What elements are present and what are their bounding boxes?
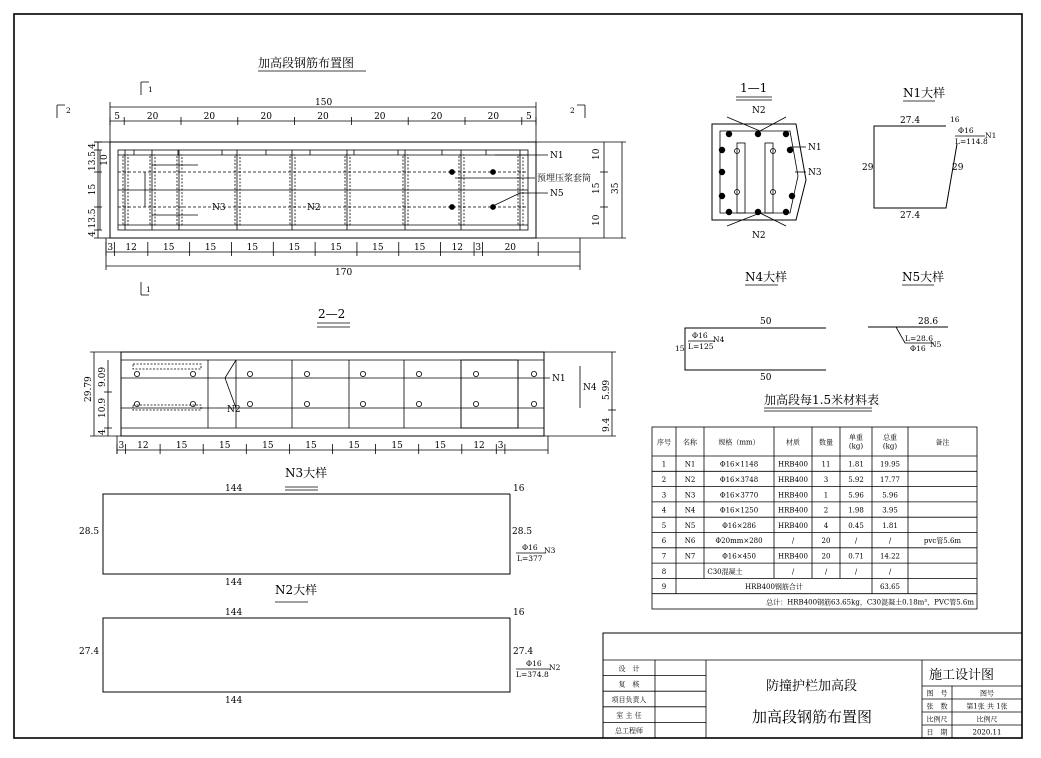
- elev-left-dim-1: 9.09: [98, 366, 108, 387]
- plan-left-dim-5: 4: [88, 143, 98, 149]
- table-cell-r3-c4: HRB400: [778, 491, 808, 500]
- section-mark-bottom: 1: [146, 285, 151, 294]
- tb-role-2: 复 核: [618, 680, 640, 689]
- plan-view: [57, 55, 626, 295]
- elev-right-dim-1: 5.99: [602, 379, 612, 400]
- table-cell-r5-c7: 1.81: [882, 521, 898, 530]
- table-cell-r4-c3: Φ16×1250: [719, 506, 759, 515]
- elev-right-dim-2: 9.4: [602, 417, 612, 432]
- tb-field-value-4: 2020.11: [972, 728, 1002, 737]
- table-header-3: 规格（mm）: [718, 438, 760, 447]
- table-header-1: 序号: [657, 438, 671, 447]
- plan-left-dim-2: 13.5: [88, 208, 98, 229]
- section-2-2-title: 2—2: [318, 307, 346, 321]
- plan-top-dim-8: 20: [487, 112, 500, 122]
- section-mark-left: 2: [66, 106, 71, 115]
- sec11-label-n3: N3: [808, 168, 822, 178]
- plan-right-dim-3: 10: [592, 214, 602, 226]
- table-cell-r2-c4: HRB400: [778, 475, 808, 484]
- n2-left: 27.4: [79, 647, 100, 657]
- table-cell-r4-c5: 2: [823, 506, 829, 515]
- n2-top: 144: [225, 608, 243, 618]
- n3-bottom: 144: [225, 578, 243, 588]
- plan-top-dim-1: 5: [114, 112, 120, 122]
- table-header-5: 数量: [819, 438, 833, 447]
- elev-bottom-dim-8: 15: [391, 441, 403, 451]
- tb-field-value-3: 比例尺: [976, 715, 998, 724]
- section-2-2: [84, 307, 616, 454]
- table-cell-r6-c1: 6: [661, 537, 667, 546]
- n4-bottom: 50: [760, 373, 772, 383]
- elev-bottom-dim-10: 12: [473, 441, 485, 451]
- table-cell-r1-c4: HRB400: [778, 460, 808, 469]
- n4-mark: N4: [713, 335, 725, 344]
- table-cell-r2-c5: 3: [823, 475, 829, 484]
- table-cell-r7-c1: 7: [661, 552, 667, 561]
- n3-mark: N3: [544, 546, 556, 555]
- table-cell-r4-c4: HRB400: [778, 506, 808, 515]
- table-cell-r8-c6: /: [854, 567, 858, 576]
- n2-detail-title: N2大样: [275, 583, 318, 597]
- table-total: 总计：HRB400钢筋63.65kg，C30混凝土0.18m³，PVC管5.6m: [766, 598, 974, 607]
- table-cell-r3-c6: 5.96: [848, 491, 864, 500]
- n5-top: 28.6: [918, 317, 939, 327]
- title-block: [603, 633, 1022, 738]
- table-cell-r7-c7: 14.22: [879, 552, 901, 561]
- plan-bottom-dim-12: 20: [504, 243, 517, 253]
- elev-left-dim-3: 4: [98, 429, 108, 435]
- n5-len: L=28.6: [905, 334, 933, 343]
- table-cell-r2-c7: 17.77: [879, 475, 901, 484]
- plan-label-n2: N2: [307, 203, 321, 213]
- plan-top-dim-6: 20: [374, 112, 386, 122]
- n1-spec: Φ16: [958, 126, 974, 135]
- plan-top-dim-9: 5: [526, 112, 532, 122]
- n2-detail: [79, 582, 561, 706]
- elev-outline: [121, 352, 544, 436]
- table-title: 加高段每1.5米材料表: [764, 393, 880, 407]
- n5-spec: Φ16: [910, 344, 926, 353]
- tb-field-label-2: 张 数: [926, 702, 948, 711]
- elev-left-total: 29.79: [84, 376, 94, 402]
- table-cell-r6-c4: /: [791, 537, 795, 546]
- n2-right: 27.4: [513, 647, 534, 657]
- plan-total-top: 150: [315, 98, 333, 108]
- sec11-label-n2-top: N2: [752, 106, 766, 116]
- n1-bottom: 27.4: [900, 211, 921, 221]
- plan-bottom-dim-1: 3: [107, 243, 114, 253]
- elev-label-n2: N2: [227, 405, 241, 415]
- n2-mark: N2: [549, 663, 561, 672]
- table-cell-r1-c7: 19.95: [879, 460, 901, 469]
- table-cell-r4-c7: 3.95: [882, 506, 898, 515]
- table-header-8: 备注: [935, 438, 950, 447]
- plan-left-dim-4: 13.5: [88, 150, 98, 172]
- plan-left-dim-3: 15: [88, 183, 98, 196]
- table-cell-r1-c5: 11: [821, 460, 831, 469]
- n5-detail: [868, 269, 948, 353]
- sec11-label-n1: N1: [808, 143, 822, 153]
- table-cell-r5-c1: 5: [661, 521, 667, 530]
- table-cell-r4-c6: 1.98: [848, 506, 864, 515]
- tb-drawing: 加高段钢筋布置图: [752, 708, 873, 726]
- table-cell-r5-c3: Φ16×286: [722, 521, 756, 530]
- plan-bottom-dim-3: 15: [163, 243, 175, 253]
- n3-left: 28.5: [79, 527, 100, 537]
- section-1-1: [712, 81, 822, 241]
- table-cell-r1-c3: Φ16×1148: [719, 460, 759, 469]
- n3-len: L=377: [517, 554, 543, 563]
- plan-bottom-dim-11: 3: [475, 243, 482, 253]
- plan-bottom-dim-10: 12: [451, 243, 464, 253]
- elev-bottom-dim-4: 15: [219, 441, 231, 451]
- table-cell-r3-c3: Φ16×3770: [719, 491, 759, 500]
- table-cell-r6-c5: 20: [821, 537, 831, 546]
- n4-len: L=125: [688, 342, 714, 351]
- elev-label-n1: N1: [552, 374, 566, 384]
- table-cell-r8-c4: /: [791, 567, 795, 576]
- table-cell-r6-c7: /: [888, 537, 892, 546]
- section-mark-top: 1: [148, 85, 153, 94]
- material-table: [652, 392, 977, 609]
- table-cell-r7-c4: HRB400: [778, 552, 808, 561]
- plan-top-dim-7: 20: [430, 112, 443, 122]
- table-cell-r2-c6: 5.92: [848, 475, 864, 484]
- table-cell-r2-c1: 2: [661, 475, 667, 484]
- elev-bottom-dim-9: 15: [434, 441, 446, 451]
- tb-role-5: 总工程师: [615, 727, 643, 736]
- table-cell-r1-c2: N1: [684, 460, 696, 469]
- n4-detail: [675, 269, 826, 383]
- plan-top-dim-5: 20: [317, 112, 329, 122]
- table-cell-r7-c6: 0.71: [848, 552, 864, 561]
- table-cell-r1-c6: 1.81: [848, 460, 864, 469]
- table-header-6: 单重(kg): [848, 433, 864, 451]
- tb-field-label-1: 图 号: [926, 689, 948, 698]
- tb-field-value-2: 第1张 共 1张: [966, 702, 1008, 711]
- table-cell-r6-c2: N6: [684, 537, 696, 546]
- tb-project: 防撞护栏加高段: [766, 679, 858, 694]
- plan-bottom-dim-6: 15: [288, 243, 300, 253]
- plan-bottom-dim-8: 15: [372, 243, 384, 253]
- table-cell-r4-c1: 4: [661, 506, 667, 515]
- elev-bottom-dim-3: 15: [175, 441, 188, 451]
- table-header-7: 总重(kg): [882, 433, 898, 451]
- tb-role-1: 设 计: [618, 664, 640, 673]
- table-cell-r7-c3: Φ16×450: [722, 552, 756, 561]
- n4-top: 50: [760, 317, 772, 327]
- tb-field-label-3: 比例尺: [926, 715, 948, 724]
- n2-short: 16: [513, 608, 525, 618]
- tb-role-3: 项目负责人: [611, 696, 647, 704]
- n5-detail-title: N5大样: [902, 270, 945, 284]
- table-cell-r9-c1: 9: [661, 583, 667, 592]
- tb-field-label-4: 日 期: [926, 728, 948, 737]
- table-cell-r5-c5: 4: [823, 521, 829, 530]
- plan-label-n5: N5: [550, 189, 564, 199]
- plan-title: 加高段钢筋布置图: [258, 56, 355, 70]
- table-cell-r8-c5: /: [824, 567, 828, 576]
- n1-mark: N1: [985, 131, 997, 140]
- n1-left: 29: [862, 163, 874, 173]
- n4-side: 15: [675, 344, 685, 353]
- table-header-4: 材质: [786, 438, 800, 447]
- section-mark-right: 2: [570, 106, 575, 115]
- n3-right: 28.5: [512, 527, 533, 537]
- plan-right-dim-2: 15: [592, 182, 602, 194]
- elev-label-n4: N4: [583, 383, 597, 393]
- table-cell-r6-c8: pvc管5.6m: [923, 537, 962, 546]
- n2-bottom: 144: [225, 696, 243, 706]
- sec11-label-n2-bottom: N2: [752, 231, 766, 241]
- table-cell-r6-c6: /: [854, 537, 858, 546]
- table-cell-r3-c1: 3: [661, 491, 667, 500]
- n1-top: 27.4: [900, 116, 921, 126]
- table-cell-r1-c1: 1: [661, 460, 667, 469]
- table-cell-r5-c4: HRB400: [778, 521, 808, 530]
- table-cell-r8-c1: 8: [661, 567, 667, 576]
- n2-spec: Φ16: [526, 659, 542, 668]
- table-cell-r6-c3: Φ20mm×280: [715, 537, 763, 546]
- tb-stage: 施工设计图: [929, 668, 995, 683]
- n1-detail-title: N1大样: [903, 86, 946, 100]
- table-cell-r2-c2: N2: [684, 475, 696, 484]
- n1-right: 29: [952, 163, 964, 173]
- n1-short: 16: [950, 115, 960, 124]
- table-header-2: 名称: [683, 438, 697, 447]
- n4-spec: Φ16: [692, 331, 708, 340]
- plan-label-n3: N3: [212, 203, 226, 213]
- plan-top-dim-3: 20: [203, 112, 216, 122]
- plan-bottom-dim-7: 15: [330, 243, 342, 253]
- table-cell-r5-c2: N5: [684, 521, 696, 530]
- plan-left-dim-6: 10: [100, 154, 110, 166]
- n5-mark: N5: [930, 340, 942, 349]
- n1-len: L=114.8: [955, 137, 988, 146]
- elev-bottom-dim-6: 15: [305, 441, 317, 451]
- table-cell-r7-c5: 20: [821, 552, 831, 561]
- plan-top-dim-2: 20: [146, 112, 159, 122]
- n3-top: 144: [225, 484, 243, 494]
- table-cell-r8-c7: /: [888, 567, 892, 576]
- plan-right-dim-1: 10: [592, 148, 602, 160]
- table-cell-r5-c6: 0.45: [848, 521, 864, 530]
- n3-spec: Φ16: [522, 543, 538, 552]
- n1-detail: [862, 85, 996, 221]
- plan-top-dim-4: 20: [260, 112, 272, 122]
- elev-bottom-dim-11: 3: [497, 441, 504, 451]
- table-cell-r4-c2: N4: [684, 506, 696, 515]
- table-cell-r3-c5: 1: [823, 491, 829, 500]
- tb-field-value-1: 图号: [980, 689, 994, 698]
- n3-detail-title: N3大样: [285, 466, 328, 480]
- plan-bottom-dim-5: 15: [246, 243, 259, 253]
- plan-left-dim-1: 4: [88, 231, 98, 237]
- table-cell-r9-c2: HRB400钢筋合计: [745, 583, 803, 592]
- elev-left-dim-2: 10.9: [98, 397, 108, 418]
- elev-bottom-dim-1: 3: [118, 441, 125, 451]
- n3-detail: [79, 465, 556, 588]
- elev-bottom-dim-2: 12: [137, 441, 149, 451]
- plan-right-total: 35: [611, 182, 621, 194]
- n4-detail-title: N4大样: [745, 270, 788, 284]
- table-cell-r3-c2: N3: [684, 491, 696, 500]
- table-cell-r8-c2: C30混凝土: [707, 567, 743, 576]
- table-cell-r3-c7: 5.96: [882, 491, 898, 500]
- plan-bottom-dim-9: 15: [413, 243, 426, 253]
- plan-total-bottom: 170: [335, 268, 353, 278]
- tb-role-4: 室 主 任: [616, 711, 642, 720]
- plan-bottom-dim-4: 15: [204, 243, 217, 253]
- section-1-1-title: 1—1: [740, 81, 768, 95]
- plan-label-n1: N1: [550, 151, 564, 161]
- table-cell-r7-c2: N7: [684, 552, 696, 561]
- plan-label-sleeve: 预埋压浆套筒: [537, 174, 592, 184]
- elev-bottom-dim-5: 15: [262, 441, 274, 451]
- elev-bottom-dim-7: 15: [348, 441, 360, 451]
- table-cell-r2-c3: Φ16×3748: [719, 475, 759, 484]
- plan-bottom-dim-2: 12: [125, 243, 137, 253]
- n3-short: 16: [513, 484, 525, 494]
- table-cell-r9-c7: 63.65: [879, 583, 901, 592]
- n2-len: L=374.8: [516, 670, 549, 679]
